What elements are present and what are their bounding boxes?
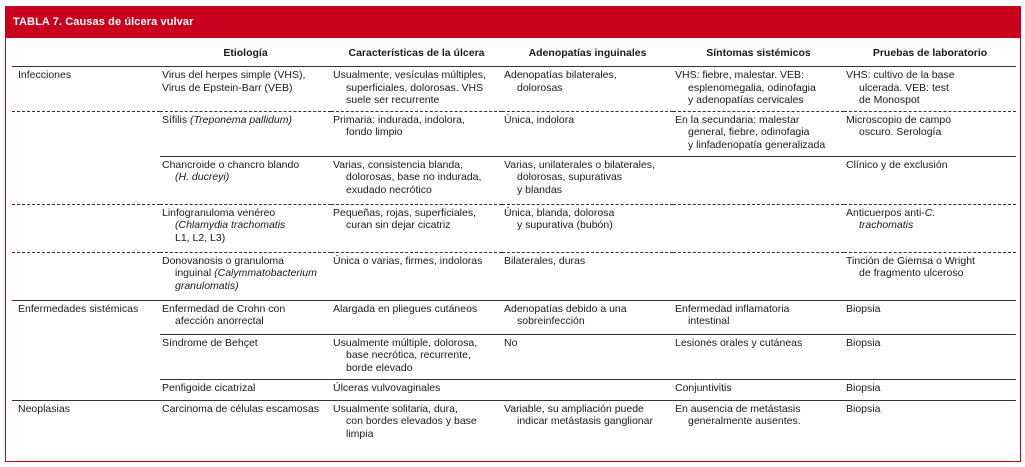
header-symptoms: Síntomas sistémicos	[673, 40, 844, 67]
ulcer-cell: Primaria: indurada, indolora, fondo limpio	[331, 111, 502, 156]
adenopathy-cell: Bilaterales, duras	[502, 252, 673, 300]
ulcer-cell: Usualmente múltiple, dolorosa, base necrótica, recurrente, borde elevado	[331, 334, 502, 379]
ulcer-cell: Usualmente solitaria, dura, con bordes elevados y base limpia	[331, 400, 502, 446]
table-row	[12, 300, 1016, 334]
lab-cell: Tinción de Giemsa o Wright de fragmento ulceroso	[844, 252, 1016, 300]
table-row	[12, 111, 1016, 156]
lab-cell: Microscopio de campo oscuro. Serología	[844, 111, 1016, 156]
symptoms-cell: Lesiones orales y cutáneas	[673, 334, 844, 379]
table-row	[12, 67, 1016, 112]
ulcer-cell: Alargada en pliegues cutáneos	[331, 300, 502, 334]
header-row	[12, 40, 1016, 67]
category-cell: Enfermedades sistémicas	[12, 300, 160, 334]
table-row	[12, 334, 1016, 379]
table-title: TABLA 7. Causas de úlcera vulvar	[6, 7, 1020, 38]
etiology-cell: Linfogranuloma venéreo (Chlamydia trachomatis L1, L2, L3)	[160, 204, 331, 252]
lab-cell: Biopsia	[844, 400, 1016, 446]
table-row	[12, 156, 1016, 204]
ulcer-cell: Usualmente, vesículas múltiples, superficiales, dolorosas. VHS suele ser recurrente	[333, 69, 486, 106]
table-row	[12, 400, 1016, 446]
table-row	[12, 252, 1016, 300]
adenopathy-cell: Adenopatías bilaterales, dolorosas	[504, 69, 617, 94]
symptoms-cell: VHS: fiebre, malestar. VEB: esplenomegalia, odinofagia y adenopatías cervicales	[675, 69, 816, 106]
ulcer-cell: Única o varias, firmes, indoloras	[331, 252, 502, 300]
header-ulcer: Características de la úlcera	[331, 40, 502, 67]
ulcer-cell: Pequeñas, rojas, superficiales, curan sin dejar cicatriz	[331, 204, 502, 252]
etiology-cell: Virus del herpes simple (VHS), Virus de Epstein-Barr (VEB)	[162, 69, 306, 94]
adenopathy-cell: No	[502, 334, 673, 379]
etiology-cell: Donovanosis o granuloma inguinal (Calymmatobacterium granulomatis)	[160, 252, 331, 300]
etiology-cell: Enfermedad de Crohn con afección anorrectal	[160, 300, 331, 334]
adenopathy-cell: Única, indolora	[502, 111, 673, 156]
lab-cell: Biopsia	[844, 300, 1016, 334]
symptoms-cell: Enfermedad inflamatoria intestinal	[673, 300, 844, 334]
adenopathy-cell: Varias, unilaterales o bilaterales, dolorosas, supurativas y blandas	[502, 156, 673, 204]
etiology-cell: Chancroide o chancro blando (H. ducreyi)	[160, 156, 331, 204]
lab-cell: VHS: cultivo de la base ulcerada. VEB: test de Monospot	[846, 69, 955, 106]
lab-cell: Anticuerpos anti-C. trachomatis	[844, 204, 1016, 252]
ulcer-cell: Úlceras vulvovaginales	[331, 379, 502, 400]
etiology-cell: Síndrome de Behçet	[160, 334, 331, 379]
symptoms-cell: En la secundaria: malestar general, fiebre, odinofagia y linfadenopatía generalizada	[673, 111, 844, 156]
table-frame	[5, 6, 1021, 462]
etiology-cell: Carcinoma de células escamosas	[160, 400, 331, 446]
adenopathy-cell: Única, blanda, dolorosa y supurativa (bubón)	[502, 204, 673, 252]
symptoms-cell: En ausencia de metástasis generalmente ausentes.	[673, 400, 844, 446]
table-row	[12, 379, 1016, 400]
category-cell: Infecciones	[18, 69, 72, 81]
header-category	[12, 40, 160, 67]
header-adenopathy: Adenopatías inguinales	[502, 40, 673, 67]
header-lab: Pruebas de laboratorio	[844, 40, 1016, 67]
category-cell: Neoplasias	[12, 400, 160, 446]
ulcer-cell: Varias, consistencia blanda, dolorosas, base no indurada, exudado necrótico	[331, 156, 502, 204]
header-etiology: Etiología	[160, 40, 331, 67]
symptoms-cell: Conjuntivitis	[673, 379, 844, 400]
etiology-cell: Penfigoide cicatrizal	[160, 379, 331, 400]
lab-cell: Clínico y de exclusión	[844, 156, 1016, 204]
etiology-cell: Sífilis (Treponema pallidum)	[160, 111, 331, 156]
table-row	[12, 204, 1016, 252]
lab-cell: Biopsia	[844, 379, 1016, 400]
adenopathy-cell: Adenopatías debido a una sobreinfección	[502, 300, 673, 334]
ulcer-causes-table	[12, 40, 1016, 446]
adenopathy-cell: Variable, su ampliación puede indicar metástasis ganglionar	[502, 400, 673, 446]
lab-cell: Biopsia	[844, 334, 1016, 379]
